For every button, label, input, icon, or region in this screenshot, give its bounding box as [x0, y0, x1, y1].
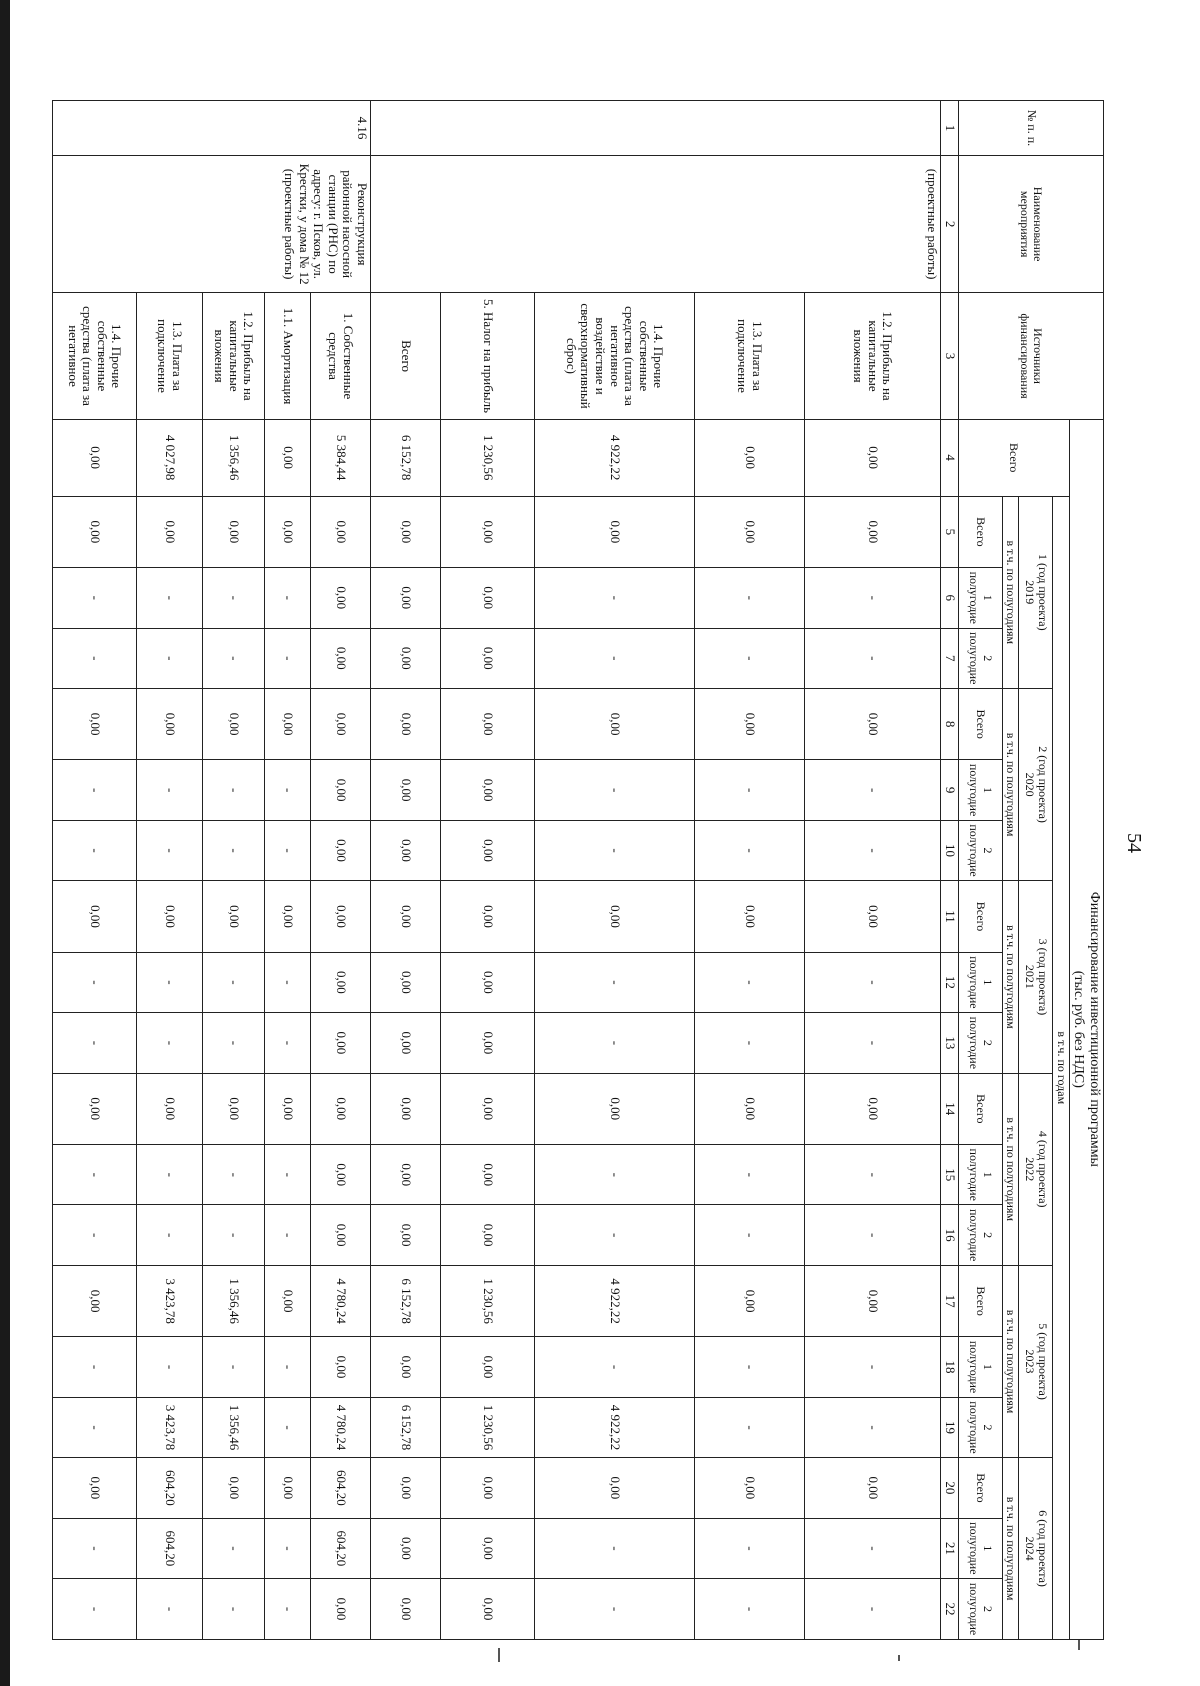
- value-cell: 1 230,56: [440, 1265, 534, 1336]
- value-cell: -: [264, 1337, 310, 1397]
- header-by-years: в т.ч. по годам: [1053, 496, 1069, 1639]
- value-cell: -: [804, 760, 940, 820]
- value-cell: 0,00: [370, 1205, 440, 1265]
- value-cell: 0,00: [804, 496, 940, 567]
- value-cell: 0,00: [52, 1265, 136, 1336]
- value-cell: -: [202, 1205, 264, 1265]
- half1-header: 1 полугодие: [958, 1518, 1002, 1578]
- value-cell: 0,00: [52, 496, 136, 567]
- value-cell: -: [804, 628, 940, 688]
- column-number-cell: 21: [940, 1518, 958, 1578]
- value-cell: 0,00: [440, 1337, 534, 1397]
- value-cell: 604,20: [310, 1458, 370, 1518]
- header-source: Источники финансирования: [958, 293, 1103, 419]
- half1-header: 1 полугодие: [958, 760, 1002, 820]
- value-cell: 0,00: [264, 1073, 310, 1144]
- table-row: [440, 101, 534, 1640]
- half1-header: 1 полугодие: [958, 1145, 1002, 1205]
- funding-source-cell: 1. Собственные средства: [310, 293, 370, 419]
- value-cell: -: [264, 1518, 310, 1578]
- value-cell: 0,00: [440, 952, 534, 1012]
- value-cell: -: [202, 1579, 264, 1640]
- year-header-6: 6 (год проекта) 2024: [1019, 1458, 1053, 1640]
- value-cell: -: [202, 1145, 264, 1205]
- value-cell: 0,00: [370, 568, 440, 628]
- value-cell: 6 152,78: [370, 1397, 440, 1457]
- value-cell: -: [804, 1579, 940, 1640]
- value-cell: 0,00: [440, 628, 534, 688]
- value-cell: -: [52, 1397, 136, 1457]
- value-cell: 0,00: [310, 688, 370, 759]
- value-cell: 0,00: [52, 419, 136, 496]
- value-cell: -: [52, 1337, 136, 1397]
- value-cell: 0,00: [534, 881, 694, 952]
- value-cell: -: [52, 1518, 136, 1578]
- value-cell: 0,00: [694, 1073, 804, 1144]
- value-cell: 0,00: [694, 1265, 804, 1336]
- value-cell: 0,00: [370, 881, 440, 952]
- value-cell: 1 356,46: [202, 419, 264, 496]
- value-cell: 0,00: [310, 881, 370, 952]
- header-no: № п. п.: [958, 101, 1103, 156]
- value-cell: -: [136, 1337, 202, 1397]
- value-cell: -: [136, 1145, 202, 1205]
- value-cell: 0,00: [370, 1518, 440, 1578]
- value-cell: 0,00: [52, 1458, 136, 1518]
- value-cell: 0,00: [202, 496, 264, 567]
- value-cell: -: [202, 628, 264, 688]
- value-cell: 4 922,22: [534, 1397, 694, 1457]
- value-cell: 0,00: [694, 881, 804, 952]
- value-cell: 0,00: [440, 1518, 534, 1578]
- value-cell: 0,00: [370, 760, 440, 820]
- halves-header: в т.ч. по полугодиям: [1002, 1265, 1018, 1457]
- value-cell: 0,00: [370, 1073, 440, 1144]
- value-cell: -: [52, 1579, 136, 1640]
- half2-header: 2 полугодие: [958, 1013, 1002, 1073]
- value-cell: -: [52, 1205, 136, 1265]
- value-cell: 0,00: [52, 881, 136, 952]
- value-cell: -: [52, 952, 136, 1012]
- value-cell: -: [264, 628, 310, 688]
- value-cell: -: [136, 760, 202, 820]
- value-cell: 0,00: [202, 688, 264, 759]
- value-cell: 0,00: [370, 496, 440, 567]
- value-cell: -: [136, 628, 202, 688]
- half2-header: 2 полугодие: [958, 1205, 1002, 1265]
- value-cell: -: [694, 1013, 804, 1073]
- value-cell: -: [136, 820, 202, 880]
- value-cell: 0,00: [264, 496, 310, 567]
- funding-source-cell: 1.4. Прочие собственные средства (плата за негативное: [52, 293, 136, 419]
- year-header-5: 5 (год проекта) 2023: [1019, 1265, 1053, 1457]
- table-row: [264, 101, 310, 1640]
- value-cell: -: [52, 1013, 136, 1073]
- value-cell: -: [264, 1205, 310, 1265]
- value-cell: -: [136, 952, 202, 1012]
- value-cell: 3 423,78: [136, 1397, 202, 1457]
- value-cell: 1 230,56: [440, 419, 534, 496]
- column-number-cell: 20: [940, 1458, 958, 1518]
- value-cell: 0,00: [370, 1579, 440, 1640]
- value-cell: -: [694, 760, 804, 820]
- value-cell: 0,00: [440, 760, 534, 820]
- funding-source-cell: 1.3. Плата за подключение: [694, 293, 804, 419]
- value-cell: -: [534, 1013, 694, 1073]
- table-row: [310, 101, 370, 1640]
- value-cell: -: [136, 1579, 202, 1640]
- table-header: [940, 101, 1103, 1640]
- scan-speck: [898, 1655, 900, 1661]
- value-cell: 0,00: [264, 688, 310, 759]
- year-header-4: 4 (год проекта) 2022: [1019, 1073, 1053, 1265]
- half2-header: 2 полугодие: [958, 1397, 1002, 1457]
- value-cell: 604,20: [310, 1518, 370, 1578]
- value-cell: 0,00: [804, 1265, 940, 1336]
- value-cell: 0,00: [310, 1337, 370, 1397]
- value-cell: -: [804, 1518, 940, 1578]
- value-cell: 604,20: [136, 1458, 202, 1518]
- year-total-header: Всего: [958, 1073, 1002, 1144]
- table-row: [370, 101, 440, 1640]
- value-cell: 0,00: [310, 496, 370, 567]
- value-cell: -: [264, 952, 310, 1012]
- value-cell: -: [534, 568, 694, 628]
- value-cell: 0,00: [52, 1073, 136, 1144]
- value-cell: -: [264, 568, 310, 628]
- value-cell: -: [694, 952, 804, 1012]
- value-cell: 0,00: [534, 1073, 694, 1144]
- value-cell: 5 384,44: [310, 419, 370, 496]
- value-cell: 0,00: [136, 496, 202, 567]
- value-cell: -: [264, 820, 310, 880]
- halves-header: в т.ч. по полугодиям: [1002, 881, 1018, 1073]
- row-number-cell: [370, 101, 940, 156]
- value-cell: -: [534, 820, 694, 880]
- year-total-header: Всего: [958, 688, 1002, 759]
- value-cell: 4 780,24: [310, 1397, 370, 1457]
- halves-header: в т.ч. по полугодиям: [1002, 688, 1018, 880]
- value-cell: -: [202, 820, 264, 880]
- value-cell: 0,00: [310, 1013, 370, 1073]
- value-cell: -: [52, 1145, 136, 1205]
- block-2: [52, 101, 370, 1640]
- value-cell: 0,00: [310, 1579, 370, 1640]
- value-cell: 4 780,24: [310, 1265, 370, 1336]
- value-cell: 0,00: [440, 1205, 534, 1265]
- value-cell: 0,00: [370, 1337, 440, 1397]
- value-cell: 0,00: [310, 568, 370, 628]
- value-cell: -: [202, 1013, 264, 1073]
- value-cell: 0,00: [136, 688, 202, 759]
- financing-title: Финансирование инвестиционной программы: [1087, 891, 1102, 1167]
- value-cell: 0,00: [370, 820, 440, 880]
- value-cell: 0,00: [310, 1145, 370, 1205]
- value-cell: -: [804, 1397, 940, 1457]
- value-cell: 0,00: [310, 760, 370, 820]
- column-number-cell: 2: [940, 155, 958, 292]
- value-cell: 0,00: [440, 1579, 534, 1640]
- column-number-cell: 5: [940, 496, 958, 567]
- value-cell: -: [694, 820, 804, 880]
- half2-header: 2 полугодие: [958, 628, 1002, 688]
- value-cell: -: [534, 1145, 694, 1205]
- value-cell: 0,00: [264, 881, 310, 952]
- investment-table: [52, 100, 1104, 1640]
- funding-source-cell: 1.2. Прибыль на капитальные вложения: [202, 293, 264, 419]
- header-total: Всего: [958, 419, 1069, 496]
- row-number-cell: 4.16: [52, 101, 370, 156]
- column-number-cell: 8: [940, 688, 958, 759]
- column-number-cell: 18: [940, 1337, 958, 1397]
- year-header-3: 3 (год проекта) 2021: [1019, 881, 1053, 1073]
- value-cell: -: [264, 1579, 310, 1640]
- column-number-cell: 3: [940, 293, 958, 419]
- column-number-cell: 12: [940, 952, 958, 1012]
- value-cell: 0,00: [264, 1265, 310, 1336]
- value-cell: 0,00: [440, 1073, 534, 1144]
- table-row: [694, 101, 804, 1640]
- value-cell: 0,00: [804, 419, 940, 496]
- half2-header: 2 полугодие: [958, 820, 1002, 880]
- halves-header: в т.ч. по полугодиям: [1002, 1073, 1018, 1265]
- value-cell: 0,00: [370, 1458, 440, 1518]
- funding-source-cell: 5. Налог на прибыль: [440, 293, 534, 419]
- value-cell: 0,00: [202, 1073, 264, 1144]
- value-cell: -: [694, 1145, 804, 1205]
- year-header-2: 2 (год проекта) 2020: [1019, 688, 1053, 880]
- value-cell: -: [534, 1579, 694, 1640]
- value-cell: 0,00: [440, 1013, 534, 1073]
- value-cell: -: [694, 568, 804, 628]
- value-cell: 4 922,22: [534, 1265, 694, 1336]
- value-cell: 0,00: [310, 1073, 370, 1144]
- value-cell: 0,00: [440, 881, 534, 952]
- scan-speck: [1078, 1640, 1080, 1650]
- value-cell: -: [804, 952, 940, 1012]
- value-cell: 0,00: [440, 688, 534, 759]
- value-cell: 0,00: [136, 1073, 202, 1144]
- funding-source-cell: Всего: [370, 293, 440, 419]
- value-cell: 0,00: [310, 628, 370, 688]
- column-number-cell: 9: [940, 760, 958, 820]
- value-cell: -: [52, 820, 136, 880]
- measure-name-cell: (проектные работы): [370, 155, 940, 292]
- value-cell: 0,00: [136, 881, 202, 952]
- value-cell: -: [52, 568, 136, 628]
- column-number-cell: 11: [940, 881, 958, 952]
- value-cell: 0,00: [694, 688, 804, 759]
- value-cell: -: [694, 1397, 804, 1457]
- value-cell: 0,00: [804, 881, 940, 952]
- column-number-cell: 17: [940, 1265, 958, 1336]
- value-cell: 0,00: [202, 881, 264, 952]
- value-cell: 0,00: [370, 952, 440, 1012]
- column-number-cell: 1: [940, 101, 958, 156]
- scan-speck: [498, 1648, 500, 1662]
- value-cell: -: [264, 1397, 310, 1457]
- value-cell: 0,00: [440, 1145, 534, 1205]
- value-cell: 0,00: [804, 1073, 940, 1144]
- value-cell: -: [804, 820, 940, 880]
- value-cell: 0,00: [370, 1013, 440, 1073]
- value-cell: -: [694, 1337, 804, 1397]
- value-cell: 0,00: [310, 952, 370, 1012]
- value-cell: 4 027,98: [136, 419, 202, 496]
- funding-source-cell: 1.2. Прибыль на капитальные вложения: [804, 293, 940, 419]
- page-number: 54: [1123, 833, 1145, 853]
- value-cell: 3 423,78: [136, 1265, 202, 1336]
- value-cell: 0,00: [264, 1458, 310, 1518]
- value-cell: -: [694, 628, 804, 688]
- column-number-cell: 4: [940, 419, 958, 496]
- value-cell: 0,00: [534, 496, 694, 567]
- header-name: Наименование мероприятия: [958, 155, 1103, 292]
- financing-unit: (тыс. руб. без НДС): [1071, 970, 1087, 1088]
- value-cell: -: [694, 1579, 804, 1640]
- value-cell: -: [534, 1518, 694, 1578]
- table-row: [136, 101, 202, 1640]
- value-cell: 604,20: [136, 1518, 202, 1578]
- value-cell: -: [804, 1337, 940, 1397]
- value-cell: 0,00: [52, 688, 136, 759]
- half1-header: 1 полугодие: [958, 1337, 1002, 1397]
- value-cell: 6 152,78: [370, 1265, 440, 1336]
- value-cell: -: [202, 760, 264, 820]
- value-cell: -: [202, 1518, 264, 1578]
- value-cell: 4 922,22: [534, 419, 694, 496]
- value-cell: -: [264, 1013, 310, 1073]
- value-cell: 0,00: [310, 820, 370, 880]
- value-cell: -: [136, 1205, 202, 1265]
- column-number-cell: 16: [940, 1205, 958, 1265]
- value-cell: 0,00: [534, 688, 694, 759]
- value-cell: 0,00: [310, 1205, 370, 1265]
- value-cell: 0,00: [804, 688, 940, 759]
- value-cell: 0,00: [694, 496, 804, 567]
- table-row: [534, 101, 694, 1640]
- header-financing: [1069, 419, 1103, 1639]
- value-cell: -: [534, 1205, 694, 1265]
- value-cell: -: [264, 760, 310, 820]
- halves-header: в т.ч. по полугодиям: [1002, 1458, 1018, 1640]
- table-row: [52, 101, 136, 1640]
- value-cell: 0,00: [534, 1458, 694, 1518]
- value-cell: -: [534, 628, 694, 688]
- value-cell: 0,00: [370, 628, 440, 688]
- value-cell: 0,00: [370, 688, 440, 759]
- column-number-cell: 22: [940, 1579, 958, 1640]
- value-cell: 0,00: [440, 568, 534, 628]
- value-cell: 0,00: [694, 1458, 804, 1518]
- table-row: [202, 101, 264, 1640]
- value-cell: -: [52, 628, 136, 688]
- column-number-cell: 6: [940, 568, 958, 628]
- year-header-1: 1 (год проекта) 2019: [1019, 496, 1053, 688]
- year-total-header-6: Всего: [958, 1458, 1002, 1518]
- year-total-header: Всего: [958, 1265, 1002, 1336]
- value-cell: 0,00: [694, 419, 804, 496]
- half1-header: 1 полугодие: [958, 952, 1002, 1012]
- funding-source-cell: 1.1. Амортизация: [264, 293, 310, 419]
- halves-header: в т.ч. по полугодиям: [1002, 496, 1018, 688]
- measure-name-cell: Реконструкция районной насосной станции (РНС) по адресу: г. Псков, ул. Крестки, у дома № 12 (проектные работы): [52, 155, 370, 292]
- value-cell: -: [804, 1205, 940, 1265]
- column-number-cell: 14: [940, 1073, 958, 1144]
- value-cell: 0,00: [440, 1458, 534, 1518]
- value-cell: -: [202, 568, 264, 628]
- half1-header: 1 полугодие: [958, 568, 1002, 628]
- value-cell: -: [264, 1145, 310, 1205]
- column-numbers-row: [940, 101, 958, 1640]
- value-cell: -: [534, 952, 694, 1012]
- value-cell: 0,00: [264, 419, 310, 496]
- column-number-cell: 7: [940, 628, 958, 688]
- value-cell: 0,00: [370, 1145, 440, 1205]
- value-cell: 1 356,46: [202, 1397, 264, 1457]
- value-cell: 0,00: [440, 820, 534, 880]
- value-cell: 6 152,78: [370, 419, 440, 496]
- value-cell: -: [534, 1337, 694, 1397]
- value-cell: 0,00: [804, 1458, 940, 1518]
- value-cell: -: [694, 1518, 804, 1578]
- column-number-cell: 13: [940, 1013, 958, 1073]
- funding-source-cell: 1.4. Прочие собственные средства (плата за негативное воздействие и сверхнормативный сброс): [534, 293, 694, 419]
- year-total-header: Всего: [958, 496, 1002, 567]
- value-cell: -: [804, 1013, 940, 1073]
- value-cell: -: [202, 1337, 264, 1397]
- column-number-cell: 19: [940, 1397, 958, 1457]
- value-cell: -: [694, 1205, 804, 1265]
- half2-header: 2 полугодие: [958, 1579, 1002, 1640]
- column-number-cell: 15: [940, 1145, 958, 1205]
- value-cell: -: [804, 568, 940, 628]
- value-cell: 1 230,56: [440, 1397, 534, 1457]
- table-row: [804, 101, 940, 1640]
- value-cell: 0,00: [202, 1458, 264, 1518]
- value-cell: 1 356,46: [202, 1265, 264, 1336]
- value-cell: -: [804, 1145, 940, 1205]
- block-1: [370, 101, 940, 1640]
- value-cell: -: [534, 760, 694, 820]
- year-total-header: Всего: [958, 881, 1002, 952]
- value-cell: 0,00: [440, 496, 534, 567]
- value-cell: -: [136, 1013, 202, 1073]
- funding-source-cell: 1.3. Плата за подключение: [136, 293, 202, 419]
- value-cell: -: [202, 952, 264, 1012]
- column-number-cell: 10: [940, 820, 958, 880]
- value-cell: -: [136, 568, 202, 628]
- value-cell: -: [52, 760, 136, 820]
